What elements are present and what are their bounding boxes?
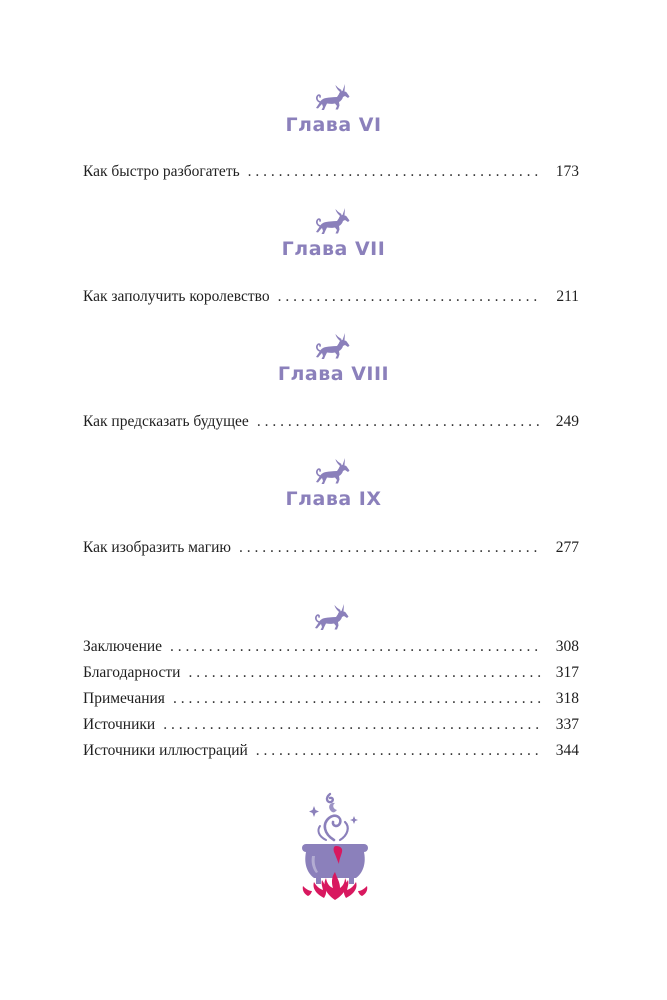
toc-entry-page: 317 (555, 664, 579, 681)
toc-entry-page: 318 (555, 690, 579, 707)
toc-entry-title: Примечания (83, 690, 165, 707)
toc-entry[interactable] (83, 662, 579, 684)
chapter-title: Глава VI (285, 114, 382, 136)
toc-entry-title: Как предсказать будущее (83, 413, 249, 430)
unicorn-icon (313, 602, 353, 632)
unicorn-icon (314, 206, 354, 236)
dot-leader (256, 740, 541, 762)
toc-entry[interactable] (83, 537, 579, 559)
toc-entry-title: Как изобразить магию (83, 539, 231, 556)
dot-leader (173, 688, 541, 710)
dot-leader (163, 714, 541, 736)
chapter-heading (0, 82, 667, 137)
toc-entry-page: 277 (555, 539, 579, 556)
toc-entry-title: Источники (83, 716, 156, 733)
unicorn-icon (314, 331, 354, 361)
toc-entry[interactable] (83, 411, 579, 433)
chapter-heading (0, 456, 667, 511)
dot-leader (188, 662, 541, 684)
toc-entry-title: Заключение (83, 638, 163, 655)
toc-entry-title: Как быстро разбогатеть (83, 163, 240, 180)
unicorn-icon (314, 82, 354, 112)
toc-entry-title: Как заполучить королевство (83, 288, 270, 305)
toc-entry[interactable] (83, 286, 579, 308)
toc-entry[interactable] (83, 740, 579, 762)
toc-entry-title: Благодарности (83, 664, 181, 681)
dot-leader (257, 411, 541, 433)
dot-leader (248, 161, 541, 183)
toc-entry-page: 344 (555, 742, 579, 759)
chapter-title: Глава VII (281, 238, 386, 260)
dot-leader (239, 537, 541, 559)
toc-entry[interactable] (83, 714, 579, 736)
toc-entry-page: 308 (555, 638, 579, 655)
toc-entry-title: Источники иллюстраций (83, 742, 248, 759)
toc-entry-page: 211 (556, 288, 579, 305)
toc-entry[interactable] (83, 688, 579, 710)
chapter-heading (0, 331, 667, 386)
toc-entry[interactable] (83, 161, 579, 183)
toc-entry-page: 337 (555, 716, 579, 733)
unicorn-icon (314, 456, 354, 486)
dot-leader (170, 636, 541, 658)
dot-leader (278, 286, 541, 308)
cauldron-icon (296, 790, 374, 902)
toc-entry[interactable] (83, 636, 579, 658)
chapter-title: Глава VIII (277, 363, 390, 385)
toc-entry-page: 249 (555, 413, 579, 430)
chapter-heading (0, 206, 667, 261)
toc-entry-page: 173 (555, 163, 579, 180)
chapter-title: Глава IX (285, 488, 382, 510)
